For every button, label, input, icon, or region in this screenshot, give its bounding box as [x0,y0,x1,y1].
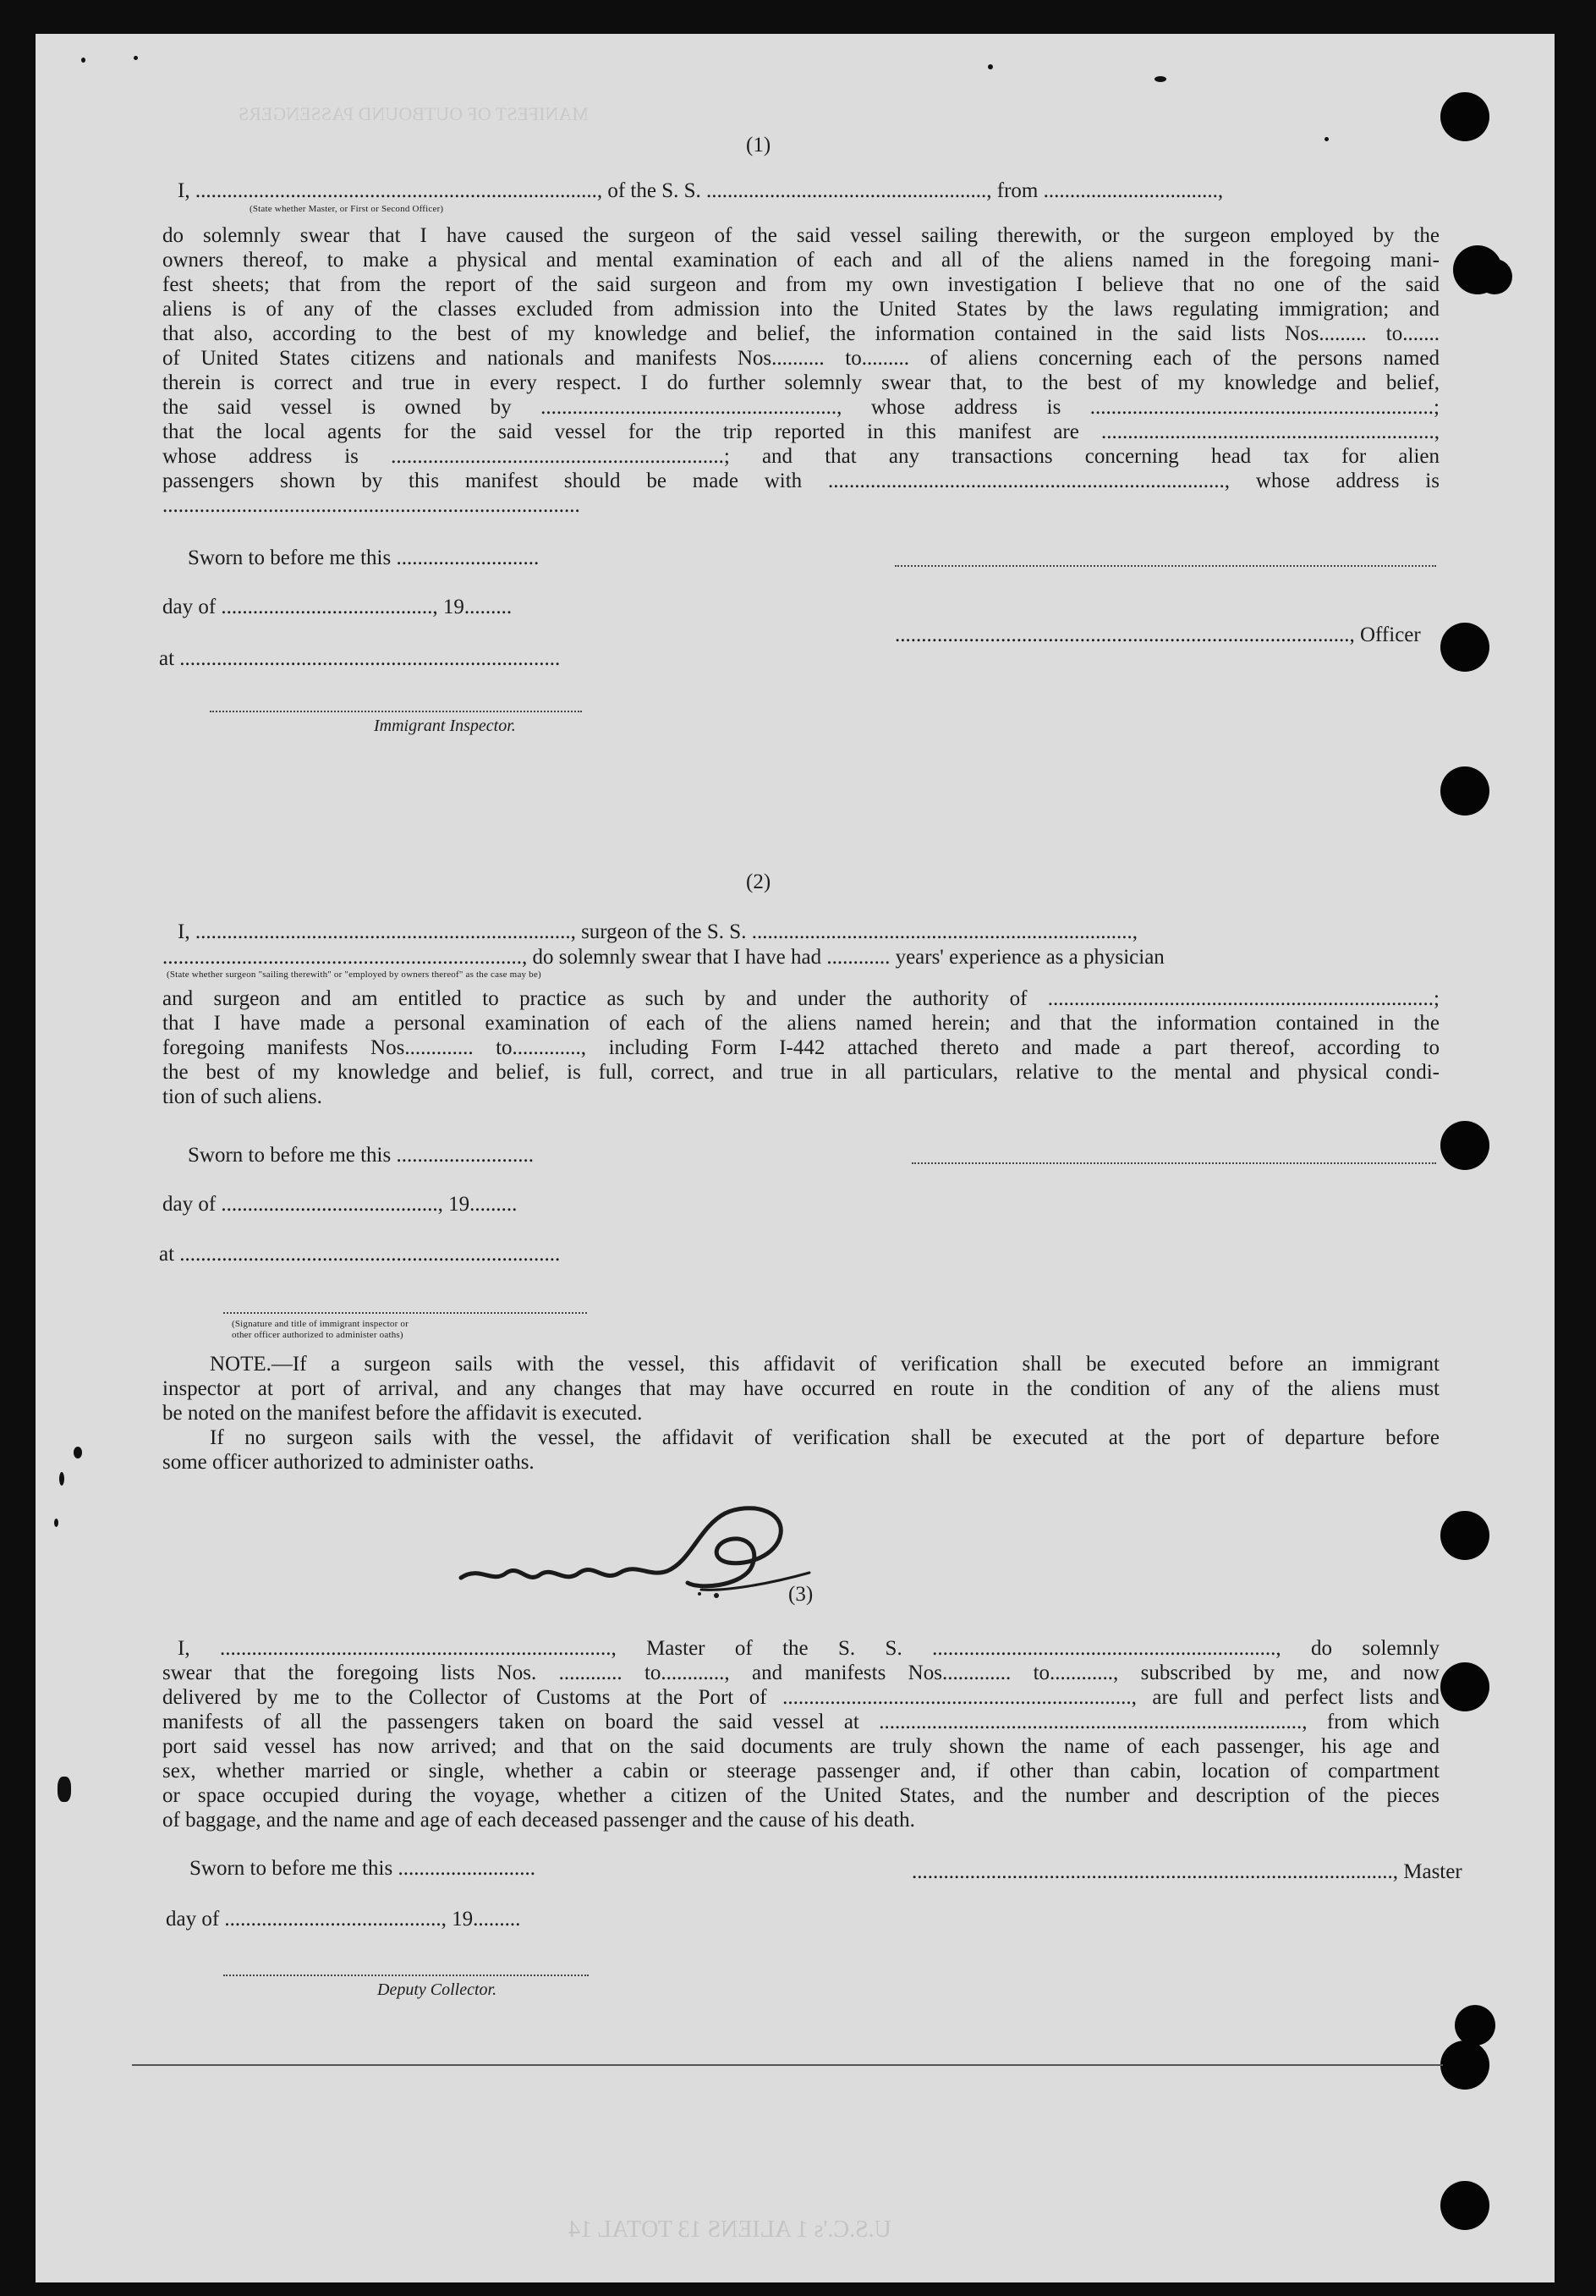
signature-line [895,565,1436,567]
document-page [36,34,1555,2282]
master-signature [446,1485,835,1612]
ink-speck [81,58,85,63]
oath-line: fest sheets; that from the report of the said surgeon and from my own investigation I believe that no one of the said [162,273,1440,296]
sworn-line-3: Sworn to before me this .......................... [189,1857,535,1880]
master-officer-note: (State whether Master, or First or Second Officer) [250,204,444,214]
oath-line: sex, whether married or single, whether a cabin or steerage passenger and, if other than cabin, location of compartment [162,1760,1440,1782]
oath-line: the said vessel is owned by ........................................................, whose address is .................................................................; [162,396,1440,419]
sworn-line-1: Sworn to before me this ........................... [188,547,540,569]
section-2-line-1: I, ......................................................................., surgeon of the S. S. ........................................................................, [178,920,1138,943]
signature-title-note-1: (Signature and title of immigrant inspector or [232,1319,409,1329]
oath-line: port said vessel has now arrived; and that on the said documents are truly shown the name of each passenger, his age and [162,1735,1440,1758]
bleed-through-top: MANIFEST OF OUTBOUND PASSENGERS [239,103,589,124]
officer-line: ......................................................................................, Officer [895,623,1421,646]
section-2-line-2: ...................................................................., do solemnly swear that I have had ............ years' experience as a physician [162,946,1165,969]
day-line-3: day of ........................................., 19......... [166,1908,521,1931]
verification-note [162,1352,1440,1475]
deputy-collector-label: Deputy Collector. [377,1980,497,1999]
note-line: NOTE.—If a surgeon sails with the vessel, this affidavit of verification shall be executed before an immigrant [210,1353,1440,1376]
officer-signature-line [223,1312,587,1314]
ink-speck [1325,137,1329,141]
note-line: some officer authorized to administer oaths. [162,1451,535,1474]
punch-hole [1440,2181,1489,2230]
oath-line: delivered by me to the Collector of Customs at the Port of .................................................................., are full and perfect lists and [162,1686,1440,1709]
note-line: be noted on the manifest before the affidavit is executed. [162,1402,643,1425]
note-line: If no surgeon sails with the vessel, the affidavit of verification shall be executed at the port of departure before [210,1426,1440,1449]
section-2-oath-paragraph [162,986,1440,1109]
ink-speck [1154,76,1166,82]
punch-hole [1440,1121,1489,1170]
signature-title-note-2: other officer authorized to administer oaths) [232,1330,403,1340]
section-2-number: (2) [746,871,771,893]
oath-line: whose address is ...............................................................; and that any transactions concerning head tax for alien [162,445,1440,468]
oath-line: or space occupied during the voyage, whether a citizen of the United States, and the number and description of the pieces [162,1784,1440,1807]
day-line-2: day of ........................................., 19......... [162,1193,518,1216]
note-line: inspector at port of arrival, and any changes that may have occurred en route in the condition of any of the aliens must [162,1377,1440,1400]
at-line-1: at ........................................................................ [159,647,561,670]
punch-hole [1440,1662,1489,1711]
oath-line: ............................................................................... [162,494,580,517]
oath-line: that the local agents for the said vessel for the trip reported in this manifest are ..............................................................., [162,420,1440,443]
oath-line: that I have made a personal examination of each of the aliens named herein; and that the information contained in the [162,1012,1440,1035]
oath-line: manifests of all the passengers taken on board the said vessel at ................................................................................, from which [162,1711,1440,1733]
surgeon-status-note: (State whether surgeon "sailing therewith" or "employed by owners thereof" as the case may be) [167,969,541,980]
immigrant-inspector-label: Immigrant Inspector. [374,717,516,735]
ink-speck [59,1472,64,1486]
oath-line: passengers shown by this manifest should be made with ..........................................................................., whose address is [162,470,1440,492]
punch-hole [1455,2005,1495,2046]
ink-speck [58,1777,71,1802]
ink-speck [988,64,993,69]
bottom-rule [132,2064,1443,2066]
oath-line: tion of such aliens. [162,1085,322,1108]
oath-line: swear that the foregoing lists Nos. ............ to............, and manifests Nos............. to............, subscribed by me, and now [162,1662,1440,1684]
oath-line: and surgeon and am entitled to practice as such by and under the authority of .........................................................................; [162,987,1440,1010]
punch-hole [1440,623,1489,672]
oath-line: aliens is of any of the classes excluded from admission into the United States by the laws regulating immigration; and [162,298,1440,321]
punch-hole [1477,259,1512,294]
inspector-signature-line [210,711,582,712]
master-signature-line: ..........................................................................................., Master [912,1860,1462,1883]
oath-line: do solemnly swear that I have caused the surgeon of the said vessel sailing therewith, or the surgeon employed by the [162,224,1440,247]
section-1-opening-line: I, ............................................................................, of the S. S. ....................................................., from ................................., [178,179,1224,202]
deputy-signature-line [223,1975,589,1976]
section-3-oath-paragraph [162,1636,1440,1832]
oath-line: the best of my knowledge and belief, is full, correct, and true in all particulars, relative to the mental and physical condi- [162,1061,1440,1084]
oath-line: that also, according to the best of my knowledge and belief, the information contained in the said lists Nos......... to....... [162,322,1440,345]
section-3-number: (3) [788,1583,814,1606]
ink-speck [134,56,138,60]
punch-hole [1440,1511,1489,1560]
punch-hole [1440,766,1489,816]
bleed-through-bottom: U.S.C.'s 1 ALIENS 13 TOTAL 14 [568,2216,891,2243]
oath-line: of United States citizens and nationals and manifests Nos.......... to......... of aliens concerning each of the persons named [162,347,1440,370]
oath-line: owners thereof, to make a physical and mental examination of each and all of the aliens named in the foregoing mani- [162,249,1440,272]
section-1-oath-paragraph [162,223,1440,518]
day-line-1: day of ........................................, 19......... [162,596,513,618]
punch-hole [1440,2041,1489,2090]
oath-line: foregoing manifests Nos............. to............., including Form I-442 attached thereto and made a part thereof, according to [162,1036,1440,1059]
oath-line: I, .........................................................................., Master of the S. S. ................................................................., do solemnly [178,1637,1440,1660]
ink-speck [54,1519,58,1527]
section-1-number: (1) [746,134,771,157]
ink-speck [74,1447,82,1458]
sworn-line-2: Sworn to before me this .......................... [188,1144,534,1167]
punch-hole [1440,92,1489,141]
oath-line: therein is correct and true in every respect. I do further solemnly swear that, to the best of my knowledge and belief, [162,371,1440,394]
oath-line: of baggage, and the name and age of each deceased passenger and the cause of his death. [162,1809,915,1832]
at-line-2: at ........................................................................ [159,1243,561,1266]
signature-line [912,1162,1436,1164]
